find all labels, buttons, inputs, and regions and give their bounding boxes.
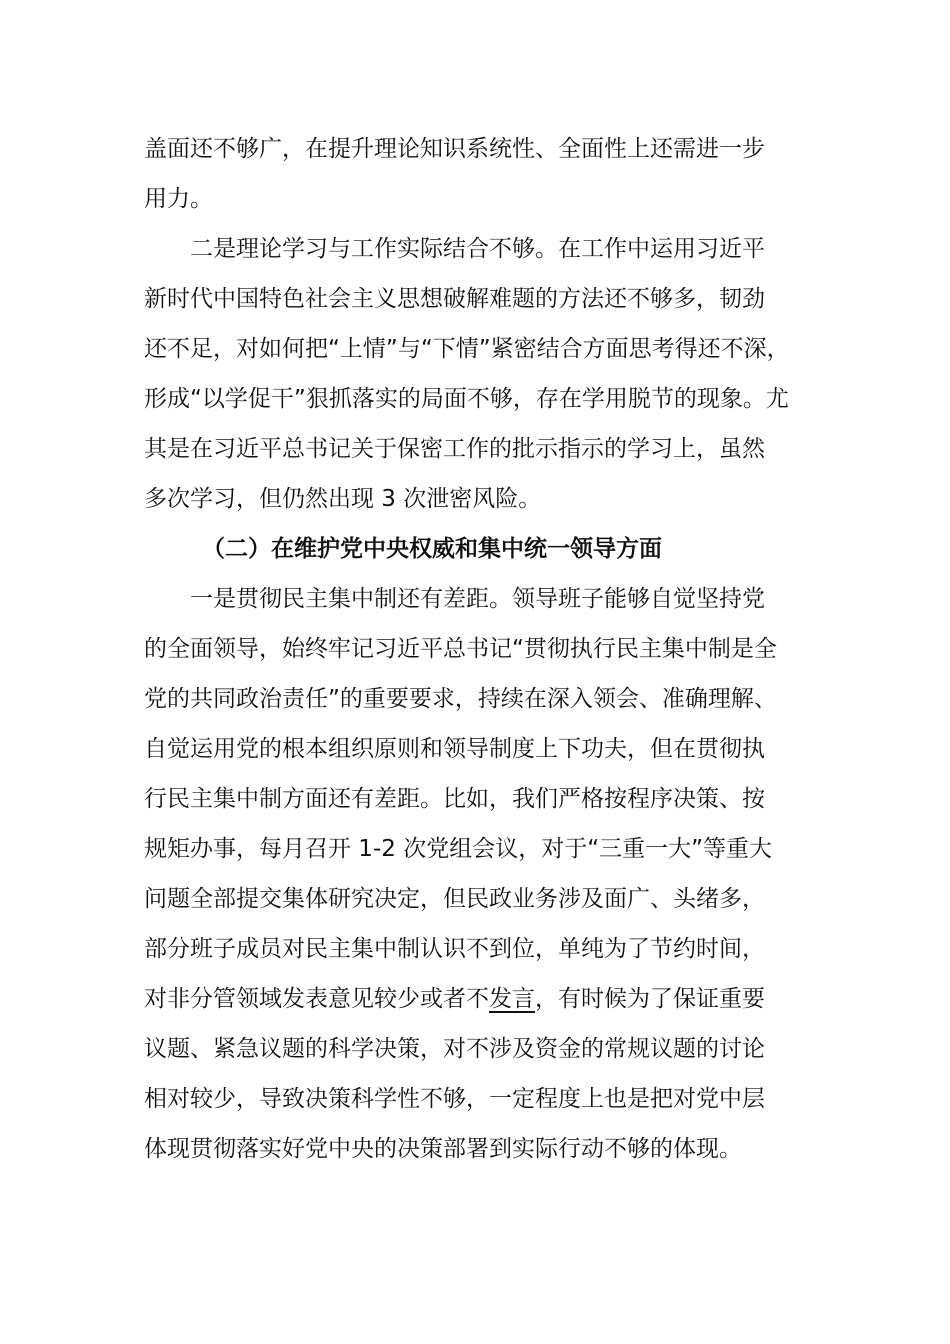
text-line: 二是理论学习与工作实际结合不够。在工作中运用习近平 bbox=[190, 236, 765, 262]
text-line: 一是贯彻民主集中制还有差距。领导班子能够自觉坚持党 bbox=[190, 586, 765, 612]
underlined-word: 发言 bbox=[489, 986, 535, 1012]
text-line: 议题、紧急议题的科学决策，对不涉及资金的常规议题的讨论 bbox=[144, 1036, 765, 1062]
text-line: 还不足，对如何把“上情”与“下情”紧密结合方面思考得还不深， bbox=[144, 336, 790, 362]
text-line: 部分班子成员对民主集中制认识不到位，单纯为了节约时间， bbox=[144, 936, 765, 962]
text-line: 相对较少，导致决策科学性不够，一定程度上也是把对党中层 bbox=[144, 1086, 765, 1112]
paragraph-1 bbox=[144, 124, 810, 224]
document-body bbox=[144, 124, 810, 1174]
text-line bbox=[144, 974, 810, 1024]
text-line: 体现贯彻落实好党中央的决策部署到实际行动不够的体现。 bbox=[144, 1136, 742, 1162]
text-line: 行民主集中制方面还有差距。比如，我们严格按程序决策、按 bbox=[144, 786, 765, 812]
text-segment: 对非分管领域发表意见较少或者不 bbox=[144, 986, 489, 1012]
text-line: 党的共同政治责任”的重要要求，持续在深入领会、准确理解、 bbox=[144, 686, 777, 712]
text-line: 其是在习近平总书记关于保密工作的批示指示的学习上，虽然 bbox=[144, 436, 765, 462]
text-line: 用力。 bbox=[144, 186, 213, 212]
paragraph-3 bbox=[144, 574, 810, 1174]
text-line: 的全面领导，始终牢记习近平总书记“贯彻执行民主集中制是全 bbox=[144, 636, 777, 662]
text-line: 新时代中国特色社会主义思想破解难题的方法还不够多，韧劲 bbox=[144, 286, 765, 312]
text-line: 自觉运用党的根本组织原则和领导制度上下功夫，但在贯彻执 bbox=[144, 736, 765, 762]
text-line: 问题全部提交集体研究决定，但民政业务涉及面广、头绪多， bbox=[144, 886, 765, 912]
text-line: 形成“以学促干”狠抓落实的局面不够，存在学用脱节的现象。尤 bbox=[144, 386, 789, 412]
text-segment: ，有时候为了保证重要 bbox=[535, 986, 765, 1012]
section-heading: （二）在维护党中央权威和集中统一领导方面 bbox=[202, 536, 662, 562]
paragraph-2 bbox=[144, 224, 810, 524]
text-line: 规矩办事，每月召开 1-2 次党组会议，对于“三重一大”等重大 bbox=[144, 836, 773, 862]
text-line: 盖面还不够广，在提升理论知识系统性、全面性上还需进一步 bbox=[144, 136, 765, 162]
text-line: 多次学习，但仍然出现 3 次泄密风险。 bbox=[144, 486, 542, 512]
